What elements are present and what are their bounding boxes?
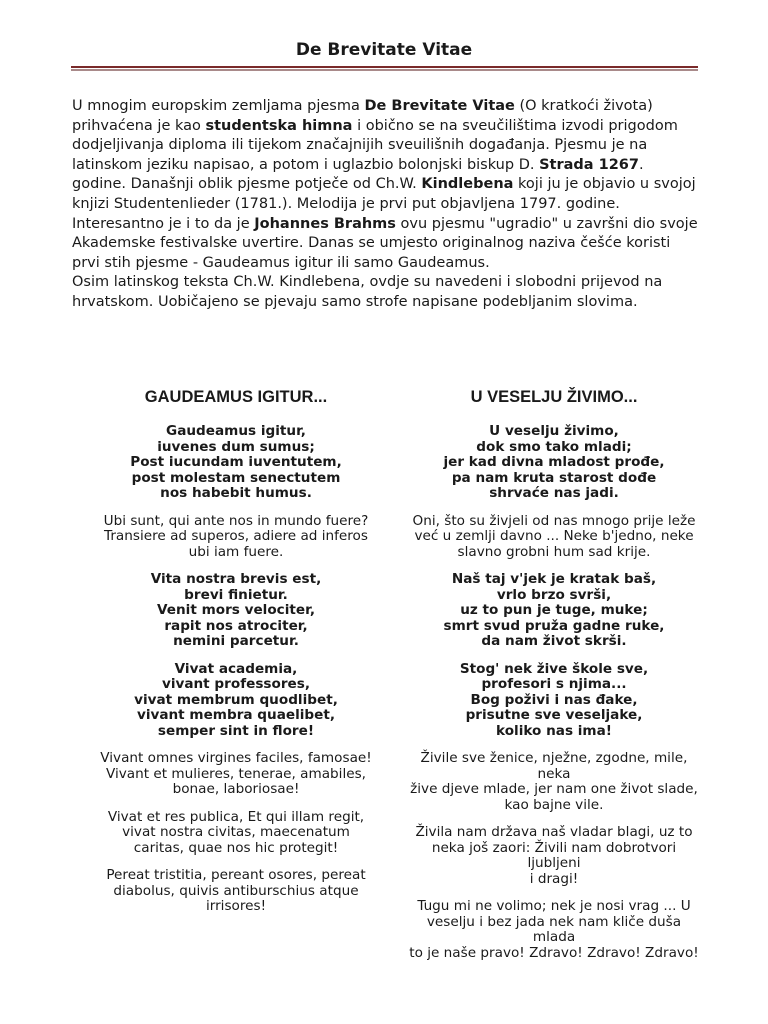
verse-line: semper sint in flore!: [157, 722, 315, 739]
verse-line: diabolus, quivis antiburschius atque: [113, 882, 359, 899]
croatian-stanza: [404, 662, 704, 740]
verse-line: Naš taj v'jek je kratak baš,: [451, 571, 657, 587]
verse-line: jer kad divna mladost prođe,: [443, 454, 665, 470]
intro-run: i obično se na sveučilištima izvodi prigodom dodjeljivanja diploma ili tijekom značajnijih sveuilišnih događanja. Pjesmu je na latinskom jeziku napisao, a potom i uglazbio bolonjski biskup D.: [72, 117, 678, 173]
verse-line: Tugu mi ne volimo; nek je nosi vrag ... U: [417, 898, 691, 914]
verse-line: Venit mors velociter,: [157, 602, 315, 618]
verse-line: Post iucundam iuventutem,: [130, 454, 342, 470]
verse-line: to je naše pravo! Zdravo! Zdravo! Zdravo!: [409, 944, 699, 961]
verse-line: da nam život skrši.: [481, 633, 627, 649]
verse-line: Vivant et mulieres, tenerae, amabiles,: [105, 765, 367, 782]
verse-line: brevi finietur.: [184, 586, 288, 603]
intro-bold-run: Johannes Brahms: [254, 215, 396, 232]
verse-line: Gaudeamus igitur,: [166, 423, 306, 439]
verse-line: nemini parcetur.: [173, 633, 299, 649]
latin-stanza: [86, 424, 386, 502]
verse-line: irrisores!: [205, 898, 267, 914]
intro-paragraph: [72, 273, 702, 312]
verse-line: vrlo brzo svrši,: [496, 586, 612, 603]
croatian-stanza: [404, 825, 704, 887]
verse-line: uz to pun je tuge, muke;: [460, 602, 648, 618]
latin-stanza: [86, 810, 386, 857]
intro-run: ovu pjesmu "ugradio" u završni dio svoje Akademske festivalske uvertire. Danas se umjesto originalnog naziva češće koristi prvi stih pjesme - Gaudeamus igitur ili samo Gaudeamus.: [72, 215, 698, 271]
verse-line: vivat nostra civitas, maecenatum: [122, 824, 350, 840]
verse-line: U veselju živimo,: [489, 423, 619, 439]
verse-line: žive djeve mlade, jer nam one život slade,: [410, 781, 698, 797]
verse-line: prisutne sve veseljake,: [465, 707, 643, 723]
verse-line: vivant membra quaelibet,: [136, 707, 336, 723]
verse-line: rapit nos atrociter,: [164, 617, 308, 634]
verse-line: bonae, laboriosae!: [172, 781, 300, 797]
verse-line: smrt svud pruža gadne ruke,: [443, 617, 665, 634]
croatian-stanza: [404, 514, 704, 561]
verse-line: Bog poživi i nas đake,: [470, 691, 638, 708]
latin-stanza: [86, 662, 386, 740]
croatian-stanzas: [404, 424, 704, 961]
verse-line: Vita nostra brevis est,: [150, 571, 322, 587]
croatian-stanza: [404, 751, 704, 813]
intro-run: . godine. Današnji oblik pjesme potječe od Ch.W.: [72, 156, 644, 193]
intro-text: [72, 97, 702, 313]
intro-bold-run: Kindlebena: [421, 176, 514, 193]
verse-line: i dragi!: [529, 870, 579, 887]
verse-line: Vivat academia,: [174, 660, 298, 677]
verse-line: nos habebit humus.: [160, 485, 312, 501]
verse-line: Vivat et res publica, Et qui illam regit,: [107, 808, 365, 825]
intro-paragraph: [72, 97, 702, 273]
croatian-heading: U VESELJU ŽIVIMO...: [470, 388, 638, 406]
verse-line: veselju i bez jada nek nam kliče duša mlada: [426, 913, 682, 945]
intro-bold-run: De Brevitate Vitae: [364, 98, 515, 114]
verse-line: pa nam kruta starost dođe: [451, 469, 657, 486]
verse-line: Živila nam država naš vladar blagi, uz to: [415, 824, 693, 840]
latin-stanza: [86, 572, 386, 650]
verse-line: kao bajne vile.: [504, 796, 604, 813]
verse-line: ubi iam fuere.: [188, 543, 284, 560]
latin-stanza: [86, 514, 386, 561]
verse-line: Transiere ad superos, adiere ad inferos: [104, 528, 368, 544]
verse-line: Stog' nek žive škole sve,: [459, 660, 649, 677]
verse-line: profesori s njima...: [481, 676, 627, 692]
verse-line: koliko nas ima!: [496, 722, 612, 739]
intro-run: U mnogim europskim zemljama pjesma: [72, 98, 365, 114]
verse-line: vivant professores,: [161, 676, 311, 692]
document-title: De Brevitate Vitae: [295, 40, 473, 60]
croatian-stanza: [404, 899, 704, 961]
intro-run: (O kratkoći života) prihvaćena je kao: [72, 98, 653, 134]
verse-line: vivat membrum quodlibet,: [134, 691, 338, 708]
intro-bold-run: studentska himna: [205, 117, 353, 134]
latin-stanza: [86, 868, 386, 915]
latin-stanzas: [86, 424, 386, 915]
latin-column: [86, 388, 386, 927]
verse-line: caritas, quae nos hic protegit!: [133, 839, 339, 856]
verse-line: dok smo tako mladi;: [476, 438, 632, 455]
verse-line: već u zemlji davno ... Neke b'jedno, neke: [414, 528, 694, 544]
verse-line: slavno grobni hum sad krije.: [457, 543, 651, 560]
verse-line: Živile sve ženice, nježne, zgodne, mile, neka: [420, 750, 688, 782]
verse-line: post molestam senectutem: [131, 469, 341, 486]
latin-heading: GAUDEAMUS IGITUR...: [144, 388, 328, 406]
intro-run: koji ju je objavio u svojoj knjizi Studentenlieder (1781.). Melodija je prvi put objavljena 1797. godine. Interesantno je i to da je: [72, 176, 696, 232]
verse-line: Vivant omnes virgines faciles, famosae!: [100, 750, 372, 766]
verse-line: shrvaće nas jadi.: [489, 485, 619, 501]
croatian-stanza: [404, 424, 704, 502]
verse-line: Pereat tristitia, pereant osores, pereat: [106, 867, 366, 883]
verse-line: Oni, što su živjeli od nas mnogo prije leže: [412, 512, 696, 529]
verse-line: iuvenes dum sumus;: [157, 438, 315, 455]
croatian-stanza: [404, 572, 704, 650]
verse-line: neka još zaori: Živili nam dobrotvori ljubljeni: [431, 839, 677, 871]
latin-stanza: [86, 751, 386, 798]
title-double-rule: [71, 66, 698, 71]
verse-line: Ubi sunt, qui ante nos in mundo fuere?: [103, 512, 369, 529]
croatian-column: [404, 388, 704, 973]
intro-bold-run: Strada 1267: [539, 156, 639, 173]
intro-run: Osim latinskog teksta Ch.W. Kindlebena, ovdje su navedeni i slobodni prijevod na hrvatskom. Uobičajeno se pjevaju samo strofe napisane podebljanim slovima.: [72, 274, 663, 310]
